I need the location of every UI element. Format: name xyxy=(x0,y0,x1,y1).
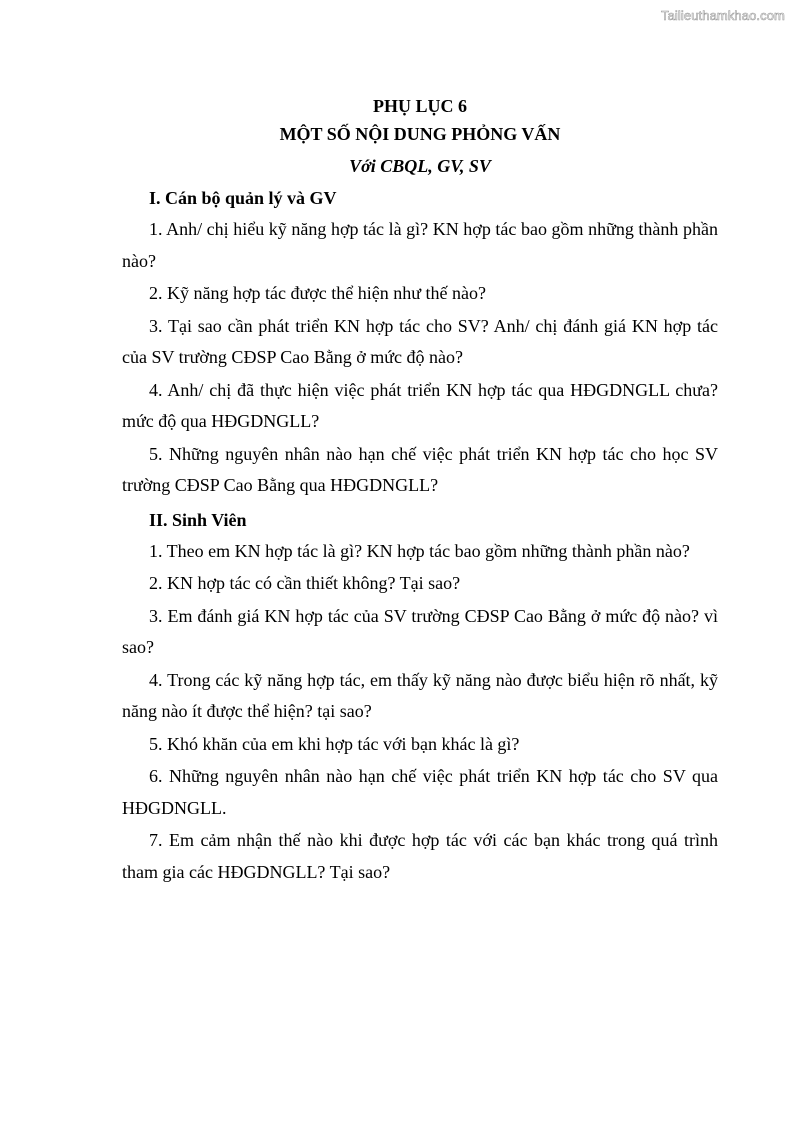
page-title: MỘT SỐ NỘI DUNG PHỎNG VẤN xyxy=(279,124,561,144)
question-item: 3. Tại sao cần phát triển KN hợp tác cho SV? Anh/ chị đánh giá KN hợp tác của SV trường CĐSP Cao Bằng ở mức độ nào? xyxy=(122,315,718,367)
question-item: 3. Em đánh giá KN hợp tác của SV trường CĐSP Cao Bằng ở mức độ nào? vì sao? xyxy=(122,605,718,657)
document-page xyxy=(122,92,718,889)
section-heading-staff: I. Cán bộ quản lý và GV xyxy=(149,188,337,208)
question-item: 1. Anh/ chị hiểu kỹ năng hợp tác là gì? KN hợp tác bao gồm những thành phần nào? xyxy=(122,219,718,271)
question-item: 2. Kỹ năng hợp tác được thể hiện như thế nào? xyxy=(149,283,486,303)
question-item: 4. Trong các kỹ năng hợp tác, em thấy kỹ năng nào được biểu hiện rõ nhất, kỹ năng nào ít được thể hiện? tại sao? xyxy=(122,669,718,721)
question-item: 6. Những nguyên nhân nào hạn chế việc phát triển KN hợp tác cho SV qua HĐGDNGLL. xyxy=(122,766,718,818)
section-heading-students: II. Sinh Viên xyxy=(149,509,247,530)
question-item: 5. Những nguyên nhân nào hạn chế việc phát triển KN hợp tác cho học SV trường CĐSP Cao Bằng qua HĐGDNGLL? xyxy=(122,443,718,495)
appendix-label: PHỤ LỤC 6 xyxy=(373,96,467,116)
question-item: 1. Theo em KN hợp tác là gì? KN hợp tác bao gồm những thành phần nào? xyxy=(149,540,690,561)
question-item: 4. Anh/ chị đã thực hiện việc phát triển KN hợp tác qua HĐGDNGLL chưa? mức độ qua HĐGDNGLL? xyxy=(122,379,718,431)
audience-subtitle: Với CBQL, GV, SV xyxy=(349,156,491,176)
question-item: 7. Em cảm nhận thế nào khi được hợp tác với các bạn khác trong quá trình tham gia các HĐGDNGLL? Tại sao? xyxy=(122,830,718,882)
question-item: 5. Khó khăn của em khi hợp tác với bạn khác là gì? xyxy=(149,733,520,754)
watermark-text: Tailieuthamkhao.com xyxy=(660,8,785,23)
question-item: 2. KN hợp tác có cần thiết không? Tại sao? xyxy=(149,573,461,593)
